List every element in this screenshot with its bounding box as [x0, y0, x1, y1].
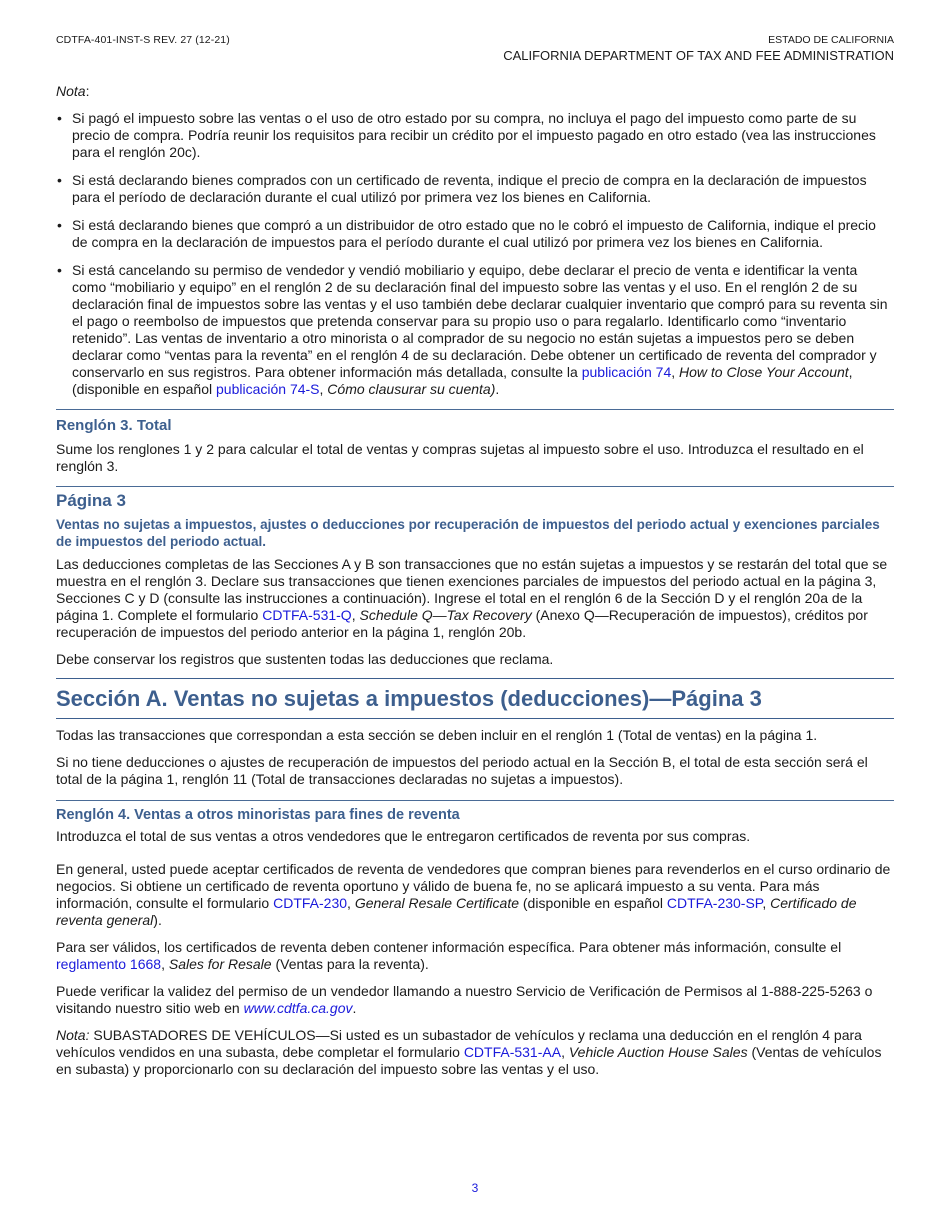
divider: [56, 486, 894, 487]
pagina-3-subheading: Ventas no sujetas a impuestos, ajustes o deducciones por recuperación de impuestos del periodo actual y exenciones parciales de impuestos del periodo actual.: [56, 517, 880, 549]
divider: [56, 800, 894, 801]
form-title: Certificado de reventa general: [56, 895, 857, 928]
seccion-a-paragraph: Todas las transacciones que correspondan a esta sección se deben incluir en el renglón 1 (Total de ventas) en la página 1.: [56, 727, 818, 743]
publicacion-74-link[interactable]: publicación 74: [581, 364, 672, 380]
publicacion-74s-link[interactable]: publicación 74-S: [216, 381, 320, 397]
bullet-item: • Si está cancelando su permiso de vendedor y vendió mobiliario y equipo, debe declarar el precio de venta e identificar la venta como “mobiliario y equipo” en el renglón 2 de su declaración final del impuesto sobre las ventas y el uso. En el renglón 2 de su declaración final de impuestos sobre las ventas y el uso también debe declarar cualquier inventario que compró para su reventa sin el pago o reembolso de impuestos que pretenda conservar para su propio uso o para regalarlo. Identificarlo como “inventario retenido”. Las ventas de inventario a otro minorista o al comprador de su negocio no están sujetas a impuestos pero se deben declarar como “ventas para la reventa” en el renglón 4 de su declaración. Debe obtener un certificado de reventa del comprador y conservarlo en sus registros. Para obtener información más detallada, consulte la publicación 74, How to Close Your Account, (disponible en español publicación 74-S, Cómo clausurar su cuenta).: [56, 262, 894, 398]
cdtfa-230-link[interactable]: CDTFA-230: [273, 895, 348, 911]
bullet-item: • Si está declarando bienes que compró a un distribuidor de otro estado que no le cobró el impuesto de California, indique el precio de compra en la declaración de impuestos para el período durante el cual utilizó por primera vez los bienes en California.: [56, 217, 894, 251]
main-content: [56, 83, 894, 1078]
nota-label: Nota:: [56, 83, 90, 99]
notes-bullet-list: [56, 110, 894, 398]
renglon-3-text: Sume los renglones 1 y 2 para calcular el total de ventas y compras sujetas al impuesto sobre el uso. Introduzca el resultado en el renglón 3.: [56, 441, 864, 474]
divider: [56, 409, 894, 410]
renglon-4-paragraph: Introduzca el total de sus ventas a otros vendedores que le entregaron certificados de reventa por sus compras.: [56, 828, 751, 844]
cdtfa-website-link[interactable]: www.cdtfa.ca.gov: [243, 1000, 353, 1016]
bullet-item: • Si pagó el impuesto sobre las ventas o el uso de otro estado por su compra, no incluya el pago del impuesto como parte de su precio de compra. Podría reunir los requisitos para recibir un crédito por el impuesto pagado en otro estado (vea las instrucciones para el renglón 20c).: [56, 110, 894, 161]
section-divider-top: [56, 678, 894, 679]
header-agency-block: [503, 34, 894, 63]
renglon-4-paragraph: Puede verificar la validez del permiso de un vendedor llamando a nuestro Servicio de Verificación de Permisos al 1-888-225-5263 o visitando nuestro sitio web en www.cdtfa.ca.gov.: [56, 983, 873, 1016]
cdtfa-230-sp-link[interactable]: CDTFA-230-SP: [666, 895, 763, 911]
bullet-item: • Si está declarando bienes comprados con un certificado de reventa, indique el precio de compra en la declaración de impuestos para el período de declaración durante el cual utilizó por primera vez los bienes en California.: [56, 172, 894, 206]
seccion-a-paragraph: Si no tiene deducciones o ajustes de recuperación de impuestos del periodo actual en la Sección B, el total de esta sección será el total de la página 1, renglón 11 (Total de transacciones declaradas no sujetas a impuestos).: [56, 754, 868, 787]
records-note: Debe conservar los registros que sustenten todas las deducciones que reclama.: [56, 651, 554, 667]
state-name: ESTADO DE CALIFORNIA: [768, 34, 894, 46]
renglon-4-paragraph: Nota: SUBASTADORES DE VEHÍCULOS—Si usted es un subastador de vehículos y reclama una deducción en el renglón 4 para vehículos vendidos en una subasta, debe completar el formulario CDTFA-531-AA, Vehicle Auction House Sales (Ventas de vehículos en subasta) y proporcionarlo con su declaración del impuesto sobre las ventas y el uso.: [56, 1027, 882, 1077]
cdtfa-531-q-link[interactable]: CDTFA-531-Q: [262, 607, 352, 623]
reglamento-1668-link[interactable]: reglamento 1668: [56, 956, 162, 972]
agency-name: CALIFORNIA DEPARTMENT OF TAX AND FEE ADMINISTRATION: [503, 48, 894, 63]
renglon-4-heading: Renglón 4. Ventas a otros minoristas para fines de reventa: [56, 807, 460, 823]
pagina-3-paragraph: Las deducciones completas de las Secciones A y B son transacciones que no están sujetas a impuestos y se restarán del total que se muestra en el renglón 3. Declare sus transacciones que tienen exenciones parciales de impuestos del periodo actual en la página 3, Secciones C y D (consulte las instrucciones a continuación). Ingrese el total en el renglón 6 de la Sección D y el renglón 20a de la página 1. Complete el formulario CDTFA-531-Q, Schedule Q—Tax Recovery (Anexo Q—Recuperación de impuestos), créditos por recuperación de impuestos del periodo anterior en la página 1, renglón 20b.: [56, 556, 888, 640]
renglon-3-heading: Renglón 3. Total: [56, 417, 172, 434]
publication-title: How to Close Your Account: [679, 364, 849, 380]
regulation-title: Sales for Resale: [168, 956, 272, 972]
form-id: CDTFA-401-INST-S REV. 27 (12-21): [56, 34, 230, 46]
section-divider-bottom: [56, 718, 894, 719]
form-title: Vehicle Auction House Sales: [568, 1044, 748, 1060]
form-title: General Resale Certificate: [354, 895, 519, 911]
renglon-4-paragraph: En general, usted puede aceptar certificados de reventa de vendedores que compran bienes para revenderlos en el curso ordinario de negocios. Si obtiene un certificado de reventa oportuno y válido de buena fe, no se aplicará impuesto a su venta. Para más información, consulte el formulario CDTFA-230, General Resale Certificate (disponible en español CDTFA-230-SP, Certificado de reventa general).: [56, 861, 891, 928]
publication-title: Cómo clausurar su cuenta): [327, 381, 496, 397]
renglon-4-paragraph: Para ser válidos, los certificados de reventa deben contener información específica. Para obtener más información, consulte el reglamento 1668, Sales for Resale (Ventas para la reventa).: [56, 939, 842, 972]
nota-label: Nota:: [56, 1027, 90, 1043]
form-title: Schedule Q—Tax Recovery: [359, 607, 532, 623]
page-number: 3: [471, 1181, 479, 1195]
seccion-a-heading: Sección A. Ventas no sujetas a impuestos (deducciones)—Página 3: [56, 686, 762, 711]
pagina-3-heading: Página 3: [56, 491, 126, 510]
cdtfa-531-aa-link[interactable]: CDTFA-531-AA: [463, 1044, 562, 1060]
